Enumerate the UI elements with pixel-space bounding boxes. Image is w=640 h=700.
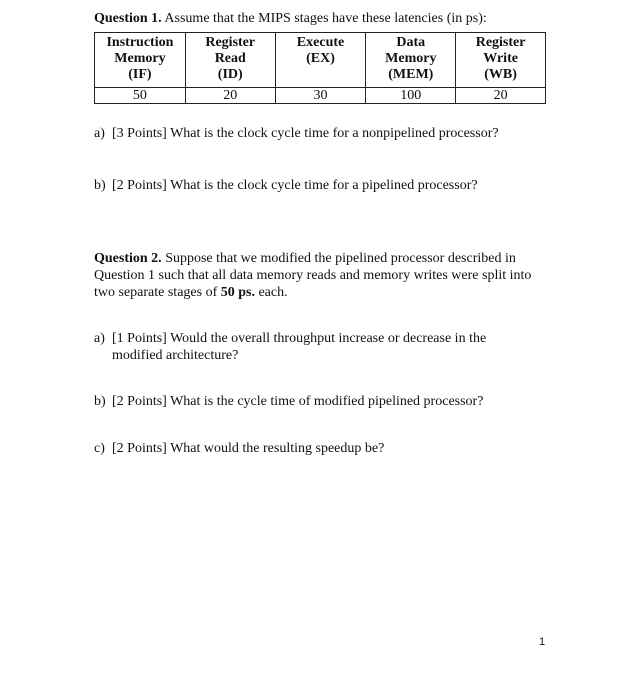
question-1-heading	[94, 10, 594, 28]
value-mem: 100	[366, 88, 456, 104]
value-id: 20	[185, 88, 275, 104]
question-2-part-b	[94, 393, 544, 410]
question-2-text-end: each.	[254, 285, 288, 300]
header-register-write: Register Write (WB)	[456, 33, 546, 88]
value-ex: 30	[275, 88, 366, 104]
part-label: c)	[94, 441, 105, 456]
question-1-label: Question 1.	[94, 11, 162, 26]
part-text-continued: modified architecture?	[112, 348, 239, 363]
part-label: b)	[94, 178, 106, 193]
part-text: [2 Points] What would the resulting speedup be?	[112, 441, 385, 456]
latency-table	[94, 32, 546, 104]
part-label: a)	[94, 126, 105, 141]
header-data-memory: Data Memory (MEM)	[366, 33, 456, 88]
page-number: 1	[539, 636, 546, 648]
question-2-part-a	[94, 330, 544, 364]
question-1-part-a	[94, 125, 544, 142]
header-register-read: Register Read (ID)	[185, 33, 275, 88]
value-if: 50	[95, 88, 186, 104]
question-2-text: Suppose that we modified the pipelined processor described in Question 1 such that all data memory reads and memory writes were split into two separate stages of	[94, 251, 532, 300]
value-wb: 20	[456, 88, 546, 104]
part-text: [1 Points] Would the overall throughput increase or decrease in the	[112, 331, 487, 346]
part-text: [2 Points] What is the cycle time of modified pipelined processor?	[112, 394, 484, 409]
part-label: b)	[94, 394, 106, 409]
question-2-bold-value: 50 ps.	[220, 285, 255, 300]
question-1-part-b	[94, 177, 544, 194]
question-2-label: Question 2.	[94, 251, 162, 266]
header-execute: Execute (EX)	[275, 33, 366, 88]
part-text: [2 Points] What is the clock cycle time for a pipelined processor?	[112, 178, 478, 193]
question-2-paragraph	[94, 250, 546, 301]
question-2-part-c	[94, 440, 544, 457]
question-1-text: Assume that the MIPS stages have these latencies (in ps):	[164, 11, 487, 26]
latency-value-row	[95, 88, 546, 104]
part-label: a)	[94, 331, 105, 346]
header-instruction-memory: Instruction Memory (IF)	[95, 33, 186, 88]
part-text: [3 Points] What is the clock cycle time for a nonpipelined processor?	[112, 126, 499, 141]
latency-header-row	[95, 33, 546, 88]
